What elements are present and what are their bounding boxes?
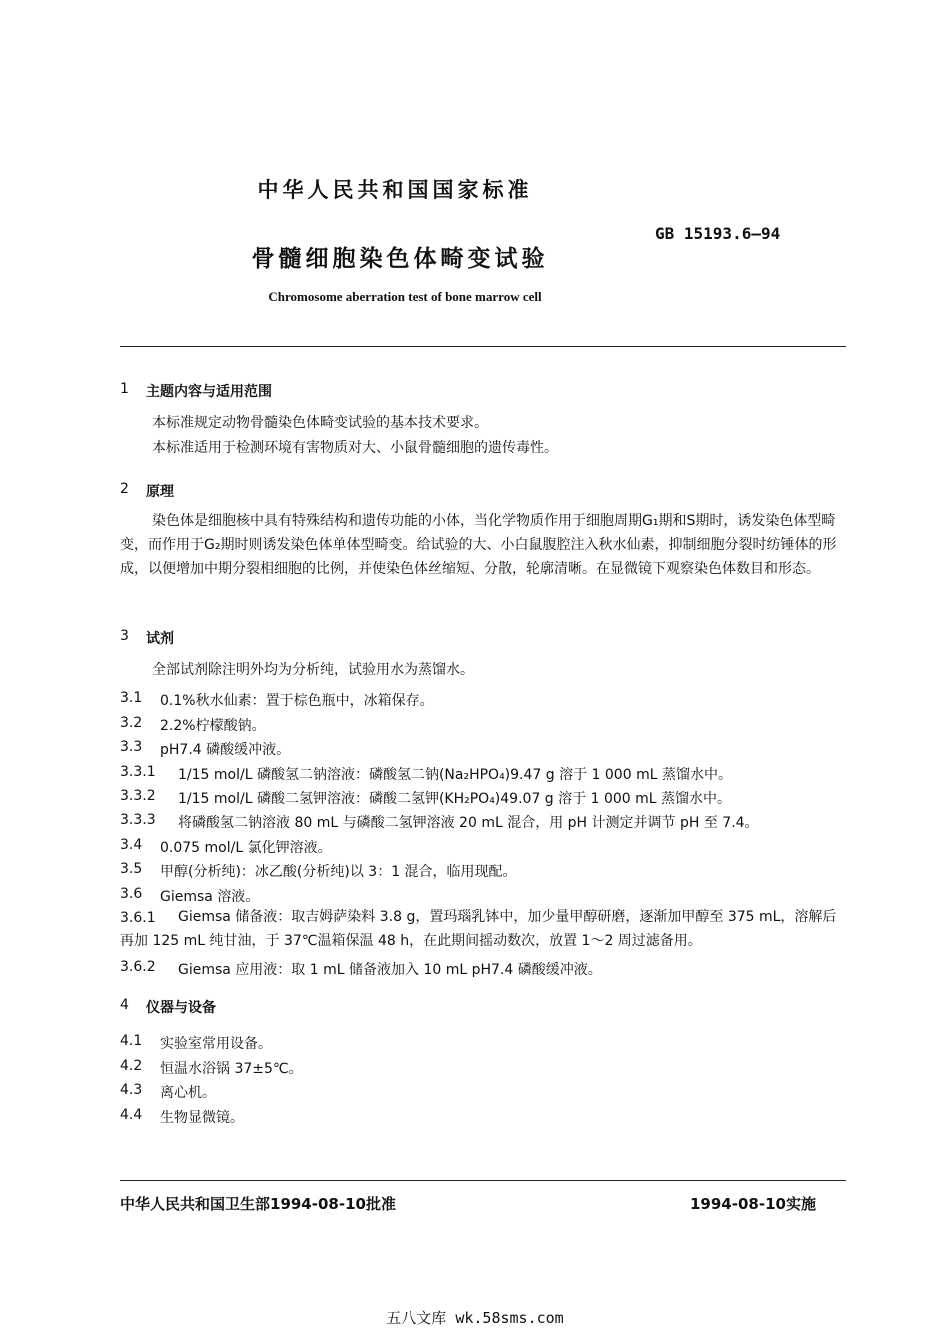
section-1-number: 1 <box>120 381 129 397</box>
section-2-paragraph: 染色体是细胞核中具有特殊结构和遗传功能的小体，当化学物质作用于细胞周期G₁期和S期时，诱发染色体型畸变，而作用于G₂期时则诱发染色体单体型畸变。给试验的大、小白鼠腹腔注入秋水仙素，抑制细胞分裂时纺锤体的形成，以便增加中期分裂相细胞的比例，并使染色体丝缩短、分散，轮廓清晰。在显微镜下观察染色体数目和形态。 <box>120 513 837 577</box>
section-1-paragraph-1: 本标准规定动物骨髓染色体畸变试验的基本技术要求。 <box>152 415 488 431</box>
document-title-en: Chromosome aberration test of bone marrow cell <box>268 289 542 304</box>
clause-4-3-text: 离心机。 <box>160 1085 216 1101</box>
clause-3-3-2-text: 1/15 mol/L 磷酸二氢钾溶液：磷酸二氢钾(KH₂PO₄)49.07 g 溶于 1 000 mL 蒸馏水中。 <box>178 791 731 807</box>
clause-3-3-text: pH7.4 磷酸缓冲液。 <box>160 742 291 758</box>
clause-3-6-2-number: 3.6.2 <box>120 959 156 975</box>
document-title-cn: 骨髓细胞染色体畸变试验 <box>251 246 549 272</box>
header-divider <box>120 346 846 347</box>
section-1-paragraph-2: 本标准适用于检测环境有害物质对大、小鼠骨髓细胞的遗传毒性。 <box>152 440 558 456</box>
approval-statement: 中华人民共和国卫生部1994-08-10批准 <box>120 1195 396 1213</box>
clause-3-3-2-number: 3.3.2 <box>120 788 156 804</box>
clause-3-3-1-text: 1/15 mol/L 磷酸氢二钠溶液：磷酸氢二钠(Na₂HPO₄)9.47 g 溶于 1 000 mL 蒸馏水中。 <box>178 767 732 783</box>
footer-divider <box>120 1180 846 1181</box>
section-3-intro: 全部试剂除注明外均为分析纯，试验用水为蒸馏水。 <box>152 662 474 678</box>
clause-4-2-number: 4.2 <box>120 1058 143 1074</box>
clause-3-3-1-number: 3.3.1 <box>120 764 156 780</box>
clause-3-6-2-text: Giemsa 应用液：取 1 mL 储备液加入 10 mL pH7.4 磷酸缓冲液。 <box>178 962 602 978</box>
clause-3-4-text: 0.075 mol/L 氯化钾溶液。 <box>160 840 332 856</box>
effective-date: 1994-08-10实施 <box>690 1195 816 1213</box>
clause-3-6-1-text: Giemsa 储备液：取吉姆萨染料 3.8 g，置玛瑙乳钵中，加少量甲醇研磨，逐渐加甲醇至 375 mL，溶解后再加 125 mL 纯甘油，于 37℃温箱保温 48 h，在此期间摇动数次，放置 1～2 周过滤备用。 <box>120 909 837 949</box>
clause-3-5-text: 甲醇(分析纯)：冰乙酸(分析纯)以 3：1 混合，临用现配。 <box>160 864 517 880</box>
clause-3-1-number: 3.1 <box>120 690 143 706</box>
clause-3-3-3-text: 将磷酸氢二钠溶液 80 mL 与磷酸二氢钾溶液 20 mL 混合，用 pH 计测定并调节 pH 至 7.4。 <box>178 815 759 831</box>
clause-3-3-3-number: 3.3.3 <box>120 812 156 828</box>
clause-3-5-number: 3.5 <box>120 861 143 877</box>
clause-3-6-text: Giemsa 溶液。 <box>160 889 260 905</box>
section-4-number: 4 <box>120 997 129 1013</box>
clause-4-2-text: 恒温水浴锅 37±5℃。 <box>160 1061 303 1077</box>
standard-number: GB 15193.6—94 <box>655 224 781 243</box>
clause-3-4-number: 3.4 <box>120 837 143 853</box>
clause-4-3-number: 4.3 <box>120 1082 143 1098</box>
clause-4-1-text: 实验室常用设备。 <box>160 1036 272 1052</box>
watermark-text: 五八文库 wk.58sms.com <box>386 1309 564 1327</box>
clause-3-6-number: 3.6 <box>120 886 143 902</box>
clause-4-1-number: 4.1 <box>120 1033 143 1049</box>
clause-3-2-number: 3.2 <box>120 715 143 731</box>
clause-3-3-number: 3.3 <box>120 739 143 755</box>
clause-4-4-number: 4.4 <box>120 1107 143 1123</box>
section-3-title: 试剂 <box>146 631 174 647</box>
section-4-title: 仪器与设备 <box>146 1000 216 1016</box>
section-3-number: 3 <box>120 628 129 644</box>
section-2-title: 原理 <box>146 484 174 500</box>
section-2-number: 2 <box>120 481 129 497</box>
section-1-title: 主题内容与适用范围 <box>146 384 272 400</box>
clause-4-4-text: 生物显微镜。 <box>160 1110 244 1126</box>
clause-3-2-text: 2.2%柠檬酸钠。 <box>160 718 266 734</box>
clause-3-1-text: 0.1%秋水仙素：置于棕色瓶中，冰箱保存。 <box>160 693 434 709</box>
standard-org-title: 中华人民共和国国家标准 <box>257 178 533 202</box>
clause-3-6-1-number: 3.6.1 <box>120 910 156 926</box>
